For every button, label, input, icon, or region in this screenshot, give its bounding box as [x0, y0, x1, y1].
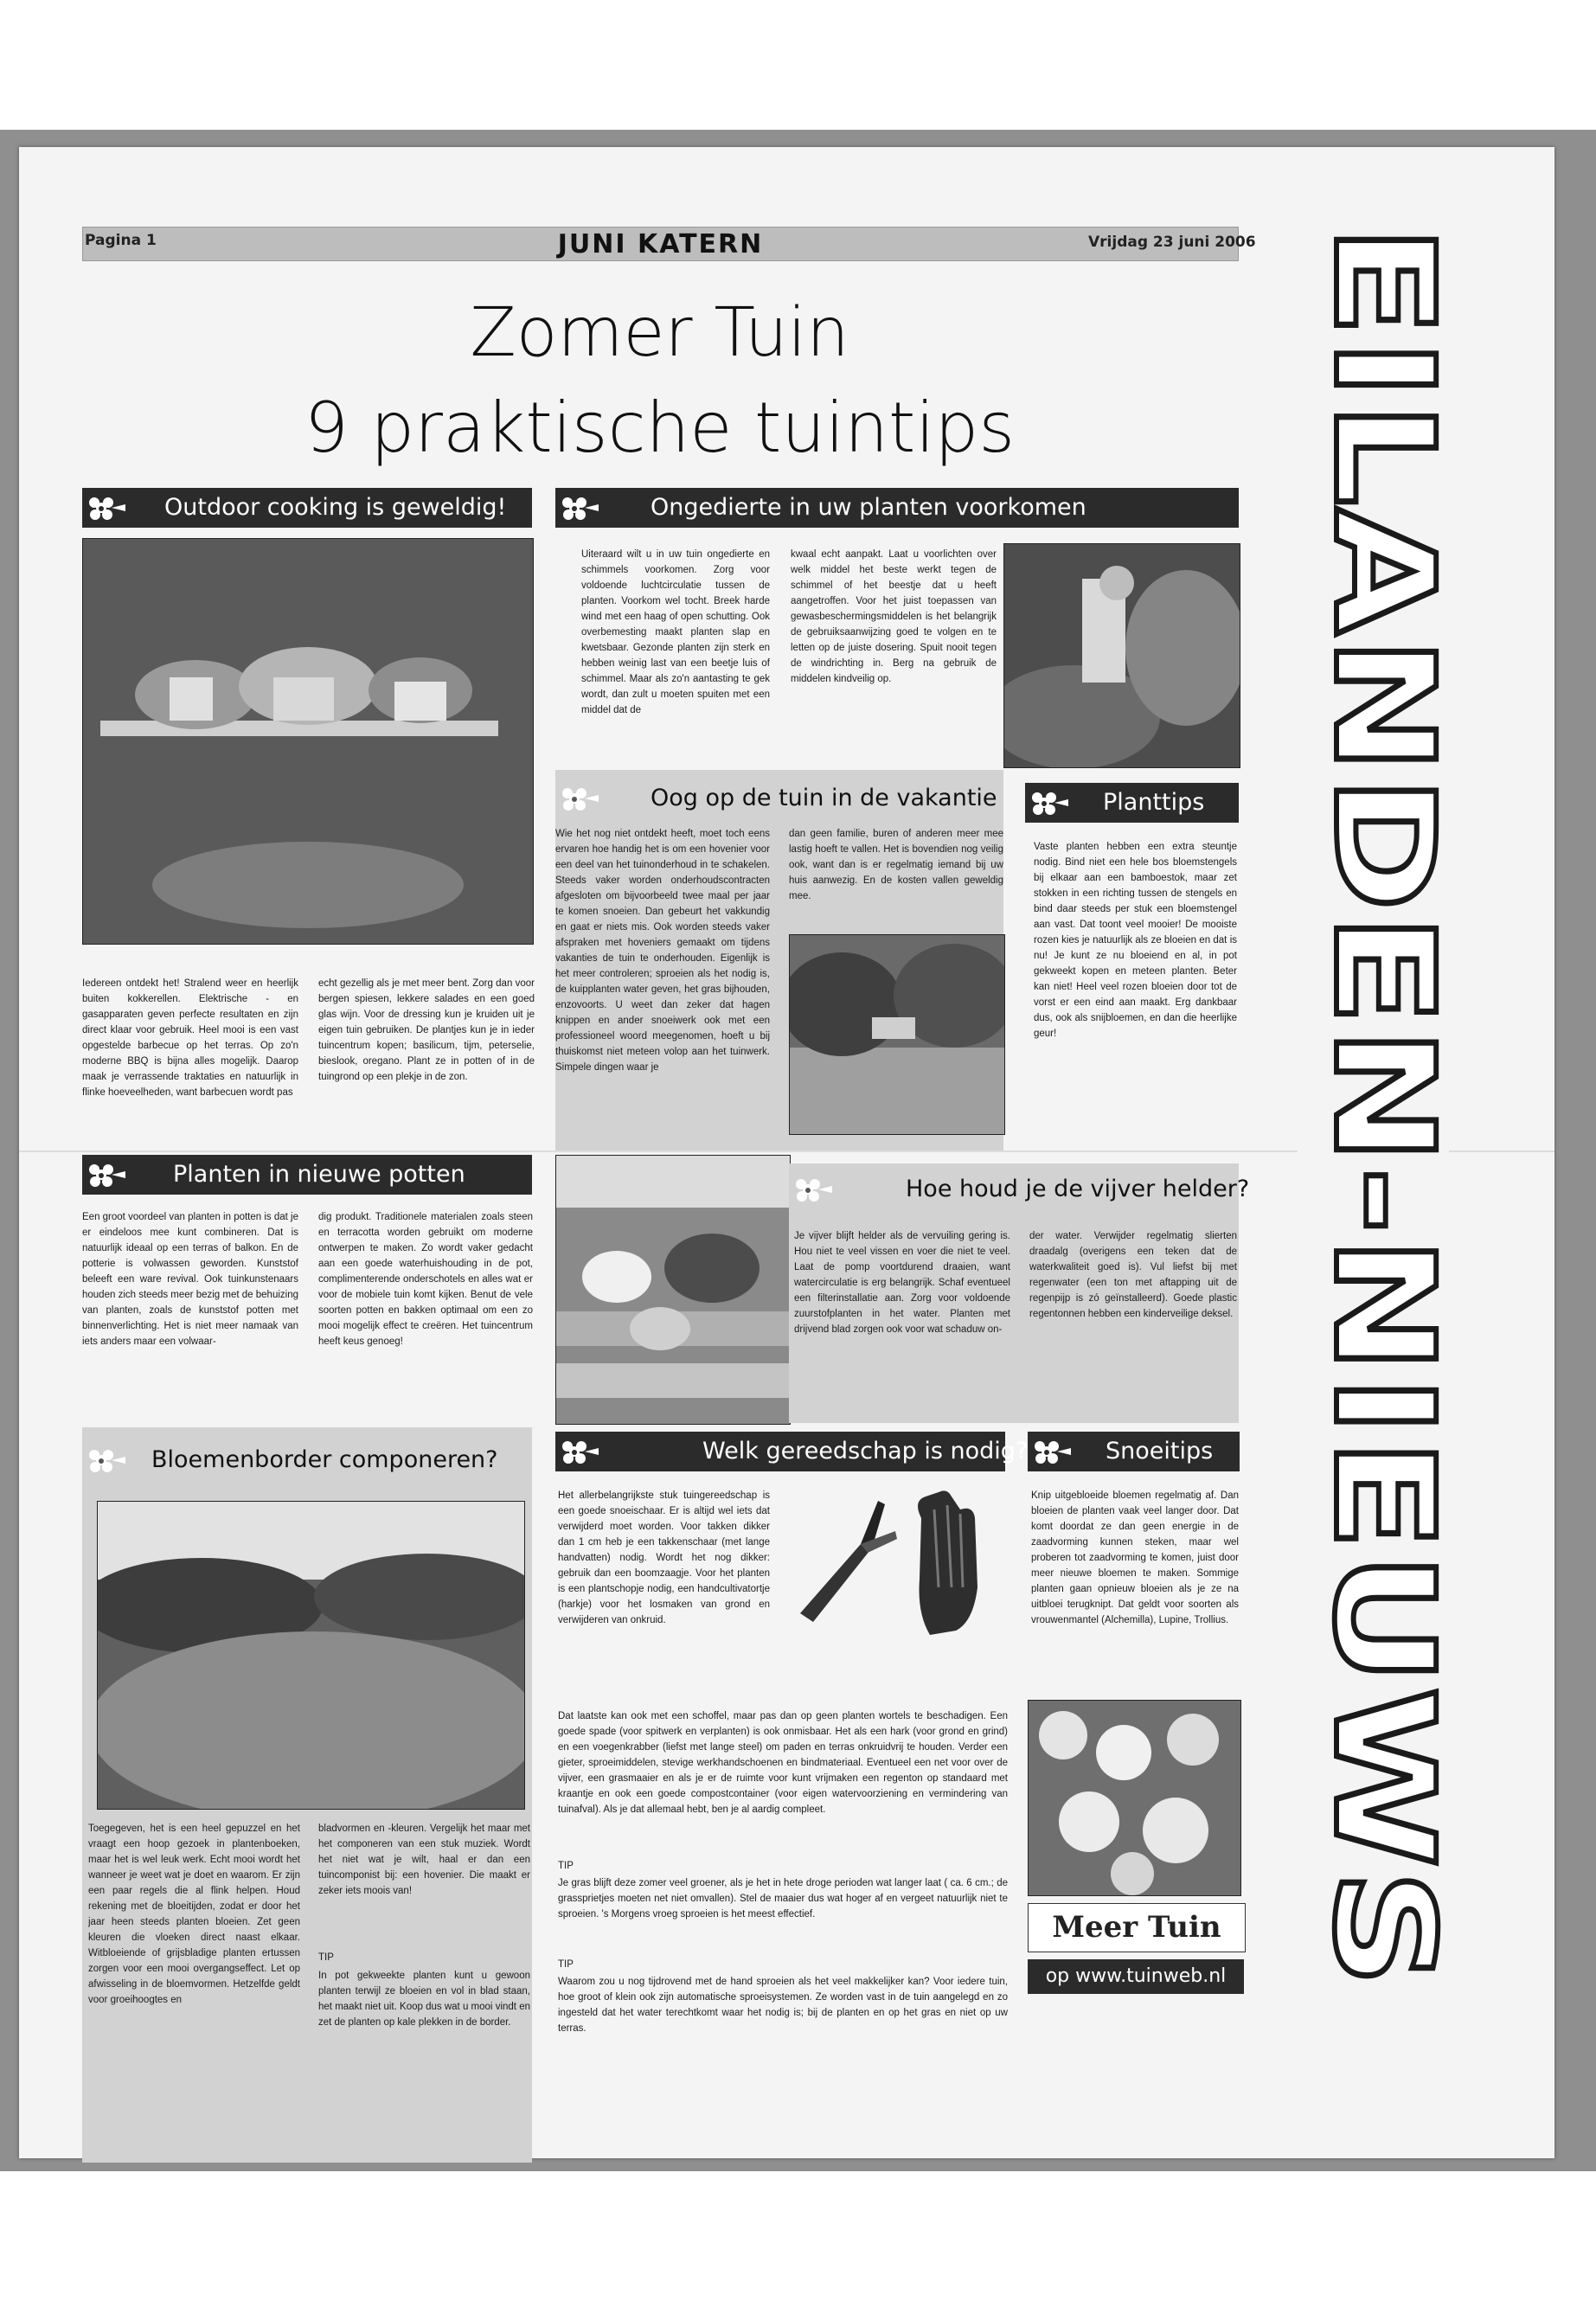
- flower-icon: [561, 492, 600, 523]
- gereedschap-wide: Dat laatste kan ook met een schoffel, maar pas dan op geen planten wortels te beschadigen. Een goede spade (voor spitwerk en verplanten) is ook onmisbaar. Het als een hark (voor grond en grind) en een voegenkrabber (liefst met lange steel) om paden en terras onkruidvrij te houden. Verder een gieter, sproeimiddelen, stevige werkhandschoenen en bindmateriaal. Eventueel een net voor over de vijver, een grasmaaier en als je er de ruimte voor kunt vrijmaken een regenton op standaard met kraantje en ook een goede compostcontainer (voor eigen watervoorziening en vermindering van tuinafval). Als je dat allemaal hebt, ben je al aardig compleet.: [558, 1711, 1008, 1815]
- masthead-logo: [1298, 216, 1449, 2007]
- garden-gloves-icon: [918, 1490, 977, 1635]
- gereedschap-tip2: Waarom zou u nog tijdrovend met de hand sproeien als het veel makkelijker kan? Voor iedere tuin, hoe groot of klein ook zijn automatische sproeisystemen. Ze worden vast in de tuin aangelegd en zo ingesteld dat het water terechtkomt waar het nodig is; bij de planten en op het gras en niet op uw terras.: [558, 1977, 1008, 2034]
- potten-col2: dig produkt. Traditionele materialen zoals steen en terracotta worden gebruikt om moderne ontwerpen te maken. Zo wordt vaker gedacht aan een goede waterhuishouding in de pot, complimenterende onderschotels en alles wat er voor de mobiele tuin komt kijken. Benut de vele soorten potten en bakken optimaal om een zo mooi mogelijk effect te creëren. Het tuincentrum heeft keus genoeg!: [318, 1212, 533, 1347]
- tuinweb-link[interactable]: op www.tuinweb.nl: [1028, 1959, 1244, 1994]
- flower-icon: [87, 1445, 127, 1476]
- heading-border-text: Bloemenborder componeren?: [151, 1446, 498, 1473]
- heading-outdoor: [82, 488, 532, 528]
- flower-icon: [87, 1159, 127, 1190]
- flower-icon: [794, 1174, 834, 1205]
- heading-vakantie: [555, 779, 1003, 818]
- heading-potten-text: Planten in nieuwe potten: [173, 1161, 465, 1188]
- snoeitips-body: Knip uitgebloeide bloemen regelmatig af. Dan bloeien de planten vaak veel langer door. Dat komt doordat ze dan geen energie in de zaadvorming kunnen steken, maar wel proberen tot zaadvorming te komen, juist door meer nieuwe bloemen te maken. Sommige planten gaan opnieuw bloeien als je ze na uitbloei terugknipt. Dat geldt voor soorten als vrouwenmantel (Alchemilla), Lupine, Trollius.: [1031, 1490, 1239, 1625]
- heading-ongedierte-text: Ongedierte in uw planten voorkomen: [651, 494, 1086, 521]
- heading-ongedierte: [555, 488, 1239, 528]
- vakantie-col1: Wie het nog niet ontdekt heeft, moet toch eens ervaren hoe handig het is om een hovenier voor een deel van het tuinonderhoud in te schakelen. Steeds vaker worden onderhoudscontracten afgesloten om bijvoorbeeld twee maal per jaar te komen snoeien. Dan gebeurt het vakkundig en gaat er niets mis. Ook worden steeds vaker afspraken met hoveniers gemaakt om tijdens vakanties de tuin te onderhouden. Eigenlijk is het meer controleren; sproeien als het nodig is, de kuipplanten water geven, het gras bijhouden, enzovoorts. U weet dan zeker dat hagen knippen en ander snoeiwerk ook met een professioneel woord meegenomen, hoeft u bij thuiskomst niet meteen volop aan het tuinwerk. Simpele dingen waar je: [555, 829, 770, 1073]
- photo-flower-border: [97, 1501, 525, 1810]
- vijver-col2: der water. Verwijder regelmatig slierten draadalg (overigens een teken dat de waterkwaliteit goed is). Vul liefst bij met regenwater (een ton met aftapping uit de regenpijp is zó geïnstalleerd). Goede plastic regentonnen hebben een kinderveilige deksel.: [1029, 1231, 1237, 1319]
- outdoor-col2: echt gezellig als je met meer bent. Zorg dan voor bergen spiesen, lekkere salades en een goed glas wijn. Voor de dressing kun je kruiden uit je eigen tuin gebruiken. De plantjes kun je in ieder tuincentrum kopen; basilicum, tijm, peterselie, bieslook, oregano. Plant ze in potten of in de tuingrond op een plekje in de zon.: [318, 978, 535, 1082]
- gereedschap-tip1-label: TIP: [558, 1861, 574, 1871]
- section-title: JUNI KATERN: [557, 229, 764, 260]
- gereedschap-col1: Het allerbelangrijkste stuk tuingereedschap is een goede snoeischaar. Er is altijd wel iets dat verwijderd moet worden. Voor takken dikker dan 1 cm heb je een takkenschaar (met lange handvatten) nodig. Wordt het nog dikker: gebruik dan een boomzaagje. Voor het planten is een plantschopje nodig, een handcultivatortje (harkje) voor het losmaken van grond en verwijderen van onkruid.: [558, 1490, 770, 1625]
- heading-vakantie-text: Oog op de tuin in de vakantie: [651, 785, 997, 811]
- photo-plant-shelf: [82, 538, 534, 945]
- vijver-col1: Je vijver blijft helder als de vervuiling gering is. Hou niet te veel vissen en voer die niet te veel. Laat de pomp voortdurend draaien, want watercirculatie is erg belangrijk. Schaf eventueel een filterinstallatie aan. Zorg voor voldoende zuurstofplanten in het water. Planten met drijvend blad zorgen ook voor wat schaduw on-: [794, 1231, 1010, 1335]
- heading-planttips-text: Planttips: [1103, 789, 1205, 816]
- border-col1: Toegegeven, het is een heel gepuzzel en het vraagt een hoop gezoek in plantenboeken, maar het is wel leuk werk. Echt mooi wordt het wanneer je weet wat je doet en waarom. Er zijn een paar regels die al flink helpen. Houd rekening met de bloeitijden, zodat er door het jaar heen steeds planten bloeien. Zet geen kleuren die vloeken direct naast elkaar. Witbloeiende of grijsbladige planten ertussen zorgen voor een mooi overgangseffect. Let op afwisseling in de bloemvormen. Hetzelfde geldt voor groeihoogtes en: [88, 1823, 300, 2005]
- border-tip: In pot gekweekte planten kunt u gewoon planten terwijl ze bloeien en vol in blad staan, het maakt niet uit. Koop dus wat u mooi vindt en zet de planten op kale plekken in de border.: [318, 1971, 530, 2028]
- potten-col1: Een groot voordeel van planten in potten is dat je er eindeloos mee kunt combineren. Dat is natuurlijk ideaal op een terras of balkon. En de potterie is volwassen geworden. Kunststof beleeft een ware revival. Ook tuinkunstenaars houden zich steeds meer bezig met de behuizing van planten, zoals de kunststof potten met binnenverlichting. Het is niet meer namaak van iets anders maar een volwaar-: [82, 1212, 298, 1347]
- meer-tuin-logo: Meer Tuin: [1028, 1903, 1246, 1952]
- header-bar: [82, 227, 1239, 261]
- heading-planttips: [1025, 783, 1239, 823]
- heading-gereedschap: [555, 1432, 1029, 1471]
- ongedierte-col2: kwaal echt aanpakt. Laat u voorlichten over welk middel het beste werkt tegen de schimmel of het beestje dat u heeft aangetroffen. Voor het juist toepassen van gewasbeschermingsmiddelen is het belangrijk de gebruiksaanwijzing goed te volgen en te letten op de juiste dosering. Spuit nooit tegen de windrichting in. Berg na gebruik de middelen kindveilig op.: [791, 549, 997, 684]
- tools-illustration: [774, 1484, 1008, 1644]
- page-number: Pagina 1: [85, 232, 157, 249]
- heading-snoeitips: [1028, 1432, 1240, 1471]
- heading-potten: [82, 1155, 532, 1195]
- ongedierte-col1: Uiteraard wilt u in uw tuin ongedierte en schimmels voorkomen. Zorg voor voldoende luchtcirculatie tussen de planten. Voorkom wel tocht. Breek harde wind met een haag of open schutting. Ook overbemesting maakt planten slap en kwetsbaar. Gezonde planten zijn sterk en hebben weinig last van een beetje luis of schimmel. Maar als zo'n aantasting te gek wordt, dan zult u moeten spuiten met een middel dat de: [581, 549, 770, 715]
- photo-garden-lawn: [789, 934, 1005, 1135]
- heading-vijver-text: Hoe houd je de vijver helder?: [906, 1176, 1250, 1202]
- flower-icon: [561, 783, 600, 814]
- flower-icon: [1030, 787, 1070, 818]
- masthead-text: EILANDEN-NIEUWS: [1304, 225, 1449, 1700]
- heading-border: [82, 1440, 532, 1480]
- planttips-body: Vaste planten hebben een extra steuntje nodig. Bind niet een hele bos bloemstengels bij elkaar aan een bamboestok, maar zet stokken in een richting tussen de stengels en bind daar steeds per stuk een bloemstengel aan vast. Dat toont veel mooier! De mooiste rozen kies je natuurlijk als ze bloeien en dat is nu! Je kunt ze nu bloeiend en al, in pot gekweekt kopen en meteen planten. Beter kan niet! Heel veel rozen bloeien door tot de vorst er een eind aan maakt. Erg dankbaar dus, ook als snijbloemen, en dan die heerlijke geur!: [1034, 842, 1237, 1039]
- photo-pots-steps: [555, 1155, 791, 1425]
- photo-white-flowers: [1028, 1700, 1241, 1896]
- flower-icon: [1033, 1436, 1073, 1467]
- border-tip-label: TIP: [318, 1952, 334, 1963]
- headline-line1: Zomer Tuin: [470, 294, 849, 372]
- flower-icon: [87, 492, 127, 523]
- heading-gereedschap-text: Welk gereedschap is nodig?: [702, 1438, 1029, 1465]
- flower-icon: [561, 1436, 600, 1467]
- heading-vijver: [789, 1170, 1250, 1209]
- border-col2: bladvormen en -kleuren. Vergelijk het maar met het componeren van een stuk muziek. Wordt het niet wat je wilt, haal er dan een tuincomponist bij: een hovenier. Die maakt er zeker iets moois van!: [318, 1823, 530, 1896]
- vakantie-col2: dan geen familie, buren of anderen meer mee lastig hoeft te vallen. Het is bovendien nog veilig ook, want dan is er regelmatig iemand bij uw huis aanwezig. En de kosten vallen geweldig mee.: [789, 829, 1003, 901]
- headline-line2: 9 praktische tuintips: [304, 388, 1015, 468]
- issue-date: Vrijdag 23 juni 2006: [1088, 234, 1256, 251]
- heading-outdoor-text: Outdoor cooking is geweldig!: [164, 494, 507, 521]
- photo-gardener: [1003, 543, 1240, 768]
- gereedschap-tip2-label: TIP: [558, 1959, 574, 1970]
- heading-snoeitips-text: Snoeitips: [1106, 1438, 1214, 1465]
- outdoor-col1: Iedereen ontdekt het! Stralend weer en heerlijk buiten kokkerellen. Elektrische - en gasapparaten geven perfecte resultaten en zijn direct klaar voor gebruik. Heel mooi is een vast opgestelde barbecue op het terras. Op zo'n moderne BBQ is bijna alles mogelijk. Daarop maak je verrassende traktaties en natuurlijk in flinke hoeveelheden, want barbecuen wordt pas: [82, 978, 298, 1098]
- gereedschap-tip1: Je gras blijft deze zomer veel groener, als je het in hete droge perioden wat langer laat ( ca. 6 cm.; de grassprietjes moeten net niet omvallen). Stel de maaier dus wat hoger af en vergeet natuurlijk niet te sproeien. 's Morgens vroeg sproeien is het meest effectief.: [558, 1878, 1008, 1920]
- pruning-shears-icon: [800, 1501, 897, 1622]
